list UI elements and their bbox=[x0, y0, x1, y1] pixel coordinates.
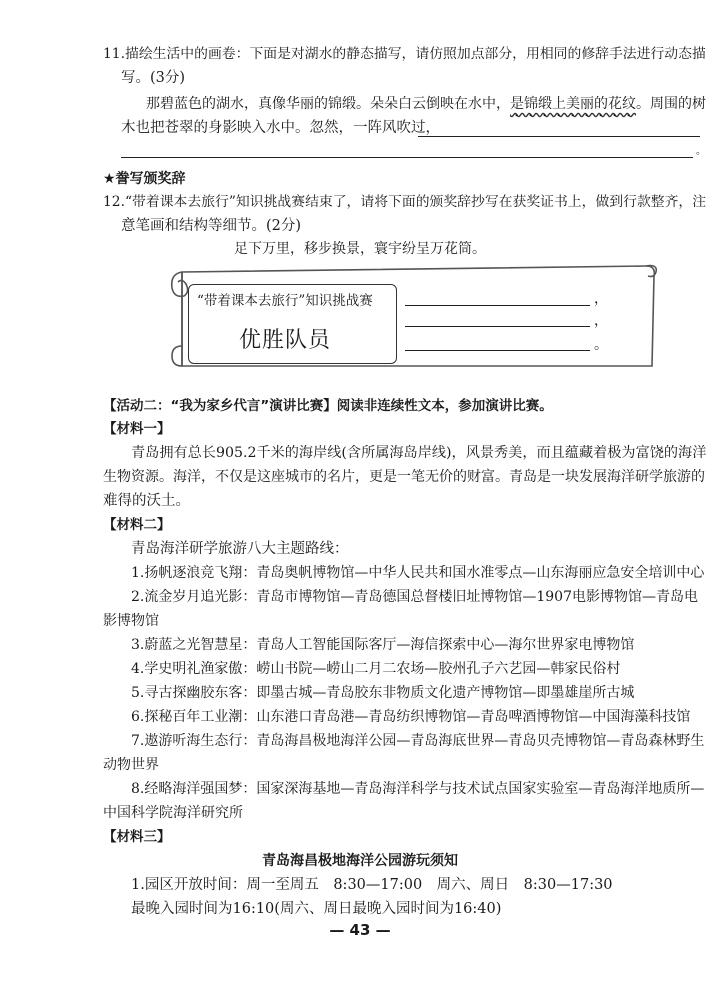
q11-prompt-line2: 写。(3分) bbox=[121, 70, 186, 86]
section-award-heading: ★誊写颁奖辞 bbox=[103, 171, 186, 187]
route-3: 3.蔚蓝之光智慧星：青岛人工智能国际客厅—海信探索中心—海尔世界家电博物馆 bbox=[131, 637, 635, 653]
q11-passage-line1: 那碧蓝色的湖水，真像华丽的锦缎。朵朵白云倒映在水中，是锦缎上美丽的花纹。周围的树 bbox=[146, 96, 706, 112]
route-8-line1: 8.经略海洋强国梦：国家深海基地—青岛海洋科学与技术试点国家实验室—青岛海洋地质所— bbox=[131, 781, 705, 797]
certificate-line-1[interactable] bbox=[405, 305, 590, 306]
route-7-line1: 7.遨游听海生态行：青岛海昌极地海洋公园—青岛海底世界—青岛贝壳博物馆—青岛森林野生 bbox=[131, 733, 705, 749]
route-5: 5.寻古探幽胶东客：即墨古城—青岛胶东非物质文化遗产博物馆—即墨雄崖所古城 bbox=[131, 685, 635, 701]
material1-line2: 生物资源。海洋，不仅是这座城市的名片，更是一笔无价的财富。青岛是一块发展海洋研学旅游的 bbox=[103, 469, 705, 485]
q11-answer-line1[interactable] bbox=[418, 136, 700, 137]
route-7-line2: 动物世界 bbox=[103, 757, 159, 773]
material3-line1: 1.园区开放时间：周一至周五 8:30—17:00 周六、周日 8:30—17:30 bbox=[131, 877, 613, 893]
route-2-line1: 2.流金岁月追光影：青岛市博物馆—青岛德国总督楼旧址博物馆—1907电影博物馆—青岛电 bbox=[131, 589, 698, 605]
certificate-punct-1: ， bbox=[594, 291, 608, 307]
material1-line1: 青岛拥有总长905.2千米的海岸线(含所属海岛岸线)，风景秀美，而且蕴藏着极为富饶的海洋 bbox=[131, 445, 707, 461]
route-2-line2: 影博物馆 bbox=[103, 613, 159, 629]
material3-heading: 【材料三】 bbox=[103, 829, 171, 845]
route-8-line2: 中国科学院海洋研究所 bbox=[103, 805, 243, 821]
q11-answer-line2[interactable] bbox=[121, 157, 693, 158]
material3-line2: 最晚入园时间为16:10(周六、周日最晚入园时间为16:40) bbox=[131, 901, 502, 917]
route-6: 6.探秘百年工业潮：山东港口青岛港—青岛纺织博物馆—青岛啤酒博物馆—中国海藻科技馆 bbox=[131, 709, 691, 725]
award-text: 足下万里，移步换景，寰宇纷呈万花筒。 bbox=[234, 241, 486, 257]
certificate-title: “带着课本去旅行”知识挑战赛 bbox=[197, 293, 373, 309]
material3-title: 青岛海昌极地海洋公园游玩须知 bbox=[262, 853, 458, 869]
page-number: — 43 — bbox=[329, 921, 391, 939]
certificate-line-3[interactable] bbox=[405, 350, 590, 351]
certificate-punct-3: 。 bbox=[594, 337, 608, 353]
q11-prompt-line1: 11.描绘生活中的画卷：下面是对湖水的静态描写，请仿照加点部分，用相同的修辞手法进行动态描 bbox=[103, 46, 706, 62]
material2-heading: 【材料二】 bbox=[103, 517, 171, 533]
q12-prompt-line2: 意笔画和结构等细节。(2分) bbox=[121, 218, 302, 234]
certificate-team: 优胜队员 bbox=[239, 328, 332, 353]
q11-end-punct: 。 bbox=[696, 146, 706, 157]
material2-intro: 青岛海洋研学旅游八大主题路线： bbox=[131, 541, 349, 557]
activity2-heading: 【活动二：“我为家乡代言”演讲比赛】阅读非连续性文本，参加演讲比赛。 bbox=[103, 398, 553, 414]
q11-dotted-phrase: 是锦缎上美丽的花纹 bbox=[510, 96, 636, 112]
material1-heading: 【材料一】 bbox=[103, 421, 171, 437]
q11-passage-line2: 木也把苍翠的身影映入水中。忽然，一阵风吹过， bbox=[121, 120, 440, 136]
route-4: 4.学史明礼渔家傲：崂山书院—崂山二月二农场—胶州孔子六艺园—韩家民俗村 bbox=[131, 661, 621, 677]
certificate-punct-2: ， bbox=[594, 313, 608, 329]
certificate-line-2[interactable] bbox=[405, 326, 590, 327]
material1-line3: 难得的沃土。 bbox=[103, 493, 190, 509]
certificate-label-box bbox=[188, 284, 397, 364]
q12-prompt-line1: 12.“带着课本去旅行”知识挑战赛结束了，请将下面的颁奖辞抄写在获奖证书上，做到行款整齐，注 bbox=[103, 194, 707, 210]
route-1: 1.扬帆逐浪竞飞翔：青岛奥帆博物馆—中华人民共和国水准零点—山东海丽应急安全培训中心 bbox=[131, 565, 705, 581]
